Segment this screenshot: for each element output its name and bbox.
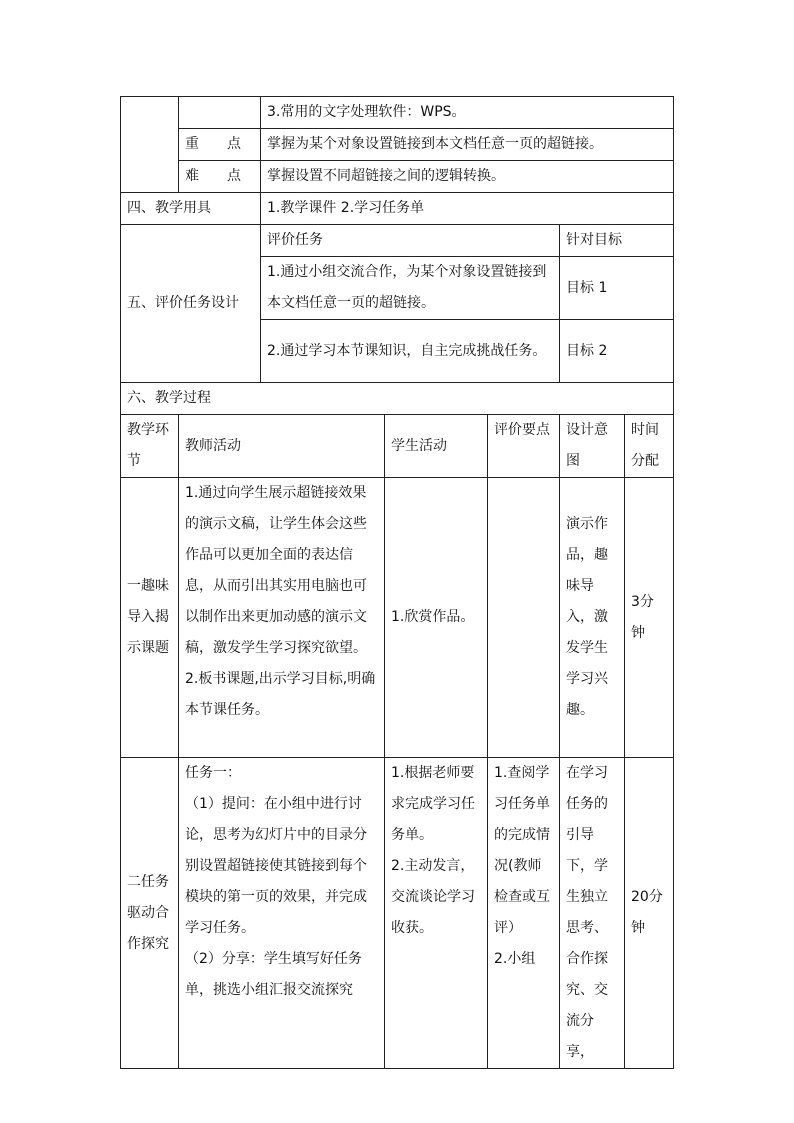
header-teacher: 教师活动 bbox=[179, 415, 385, 478]
evaluation-point-2 bbox=[488, 758, 560, 1069]
difficulty-label: 难 点 bbox=[179, 161, 261, 193]
eval-header-target: 针对目标 bbox=[560, 225, 674, 257]
evaluation-point-2-p1: 1.查阅学习任务单的完成情况(教师检查或互评） bbox=[494, 765, 550, 936]
teacher-activity-2-p3: （2）分享：学生填写好任务单，挑选小组汇报交流探究 bbox=[185, 951, 362, 998]
eval-target-2: 目标 2 bbox=[560, 320, 674, 383]
tools-label: 四、教学用具 bbox=[121, 193, 261, 225]
eval-header-task: 评价任务 bbox=[261, 225, 560, 257]
lesson-plan-table bbox=[120, 96, 674, 1069]
teacher-activity-1-p1: 1.通过向学生展示超链接效果的演示文稿，让学生体会这些作品可以更加全面的表达信息，从而引出其实用电脑也可以制作出来更加动感的演示文稿，激发学生学习探究欲望。 bbox=[185, 485, 367, 656]
student-activity-2 bbox=[385, 758, 488, 1069]
teacher-activity-2-p2: （1）提问：在小组中进行讨论，思考为幻灯片中的目录分别设置超链接使其链接到每个模块的第一页的效果，并完成学习任务。 bbox=[185, 796, 367, 936]
time-1: 3分钟 bbox=[625, 478, 674, 758]
evaluation-label: 五、评价任务设计 bbox=[121, 225, 261, 383]
student-activity-1: 1.欣赏作品。 bbox=[385, 478, 488, 758]
design-intent-2: 在学习任务的引导下，学生独立思考、合作探究、交流分享， bbox=[560, 758, 625, 1069]
tools-text: 1.教学课件 2.学习任务单 bbox=[261, 193, 674, 225]
design-intent-1: 演示作品，趣味导入，激发学生学习兴趣。 bbox=[560, 478, 625, 758]
process-label: 六、教学过程 bbox=[121, 383, 674, 415]
blank-cell bbox=[121, 97, 179, 193]
document-page bbox=[120, 96, 673, 1069]
content-item-3: 3.常用的文字处理软件：WPS。 bbox=[261, 97, 674, 129]
teacher-activity-1 bbox=[179, 478, 385, 758]
header-evaluation: 评价要点 bbox=[488, 415, 560, 478]
teacher-activity-1-p2: 2.板书课题,出示学习目标,明确本节课任务。 bbox=[185, 671, 376, 718]
teacher-activity-2-p1: 任务一： bbox=[185, 765, 241, 781]
header-stage: 教学环节 bbox=[121, 415, 179, 478]
student-activity-2-p1: 1.根据老师要求完成学习任务单。 bbox=[391, 765, 475, 843]
student-activity-2-p2: 2.主动发言，交流谈论学习收获。 bbox=[391, 858, 475, 936]
eval-target-1: 目标 1 bbox=[560, 257, 674, 320]
evaluation-point-1 bbox=[488, 478, 560, 758]
stage-1: 一趣味导入揭示课题 bbox=[121, 478, 179, 758]
header-time: 时间分配 bbox=[625, 415, 674, 478]
eval-task-2: 2.通过学习本节课知识，自主完成挑战任务。 bbox=[261, 320, 560, 383]
header-student: 学生活动 bbox=[385, 415, 488, 478]
blank-cell bbox=[179, 97, 261, 129]
time-2: 20分钟 bbox=[625, 758, 674, 1069]
stage-2: 二任务驱动合作探究 bbox=[121, 758, 179, 1069]
header-intent: 设计意图 bbox=[560, 415, 625, 478]
evaluation-point-2-p2: 2.小组 bbox=[494, 951, 536, 967]
eval-task-1: 1.通过小组交流合作，为某个对象设置链接到本文档任意一页的超链接。 bbox=[261, 257, 560, 320]
difficulty-text: 掌握设置不同超链接之间的逻辑转换。 bbox=[261, 161, 674, 193]
key-point-label: 重 点 bbox=[179, 129, 261, 161]
key-point-text: 掌握为某个对象设置链接到本文档任意一页的超链接。 bbox=[261, 129, 674, 161]
teacher-activity-2 bbox=[179, 758, 385, 1069]
